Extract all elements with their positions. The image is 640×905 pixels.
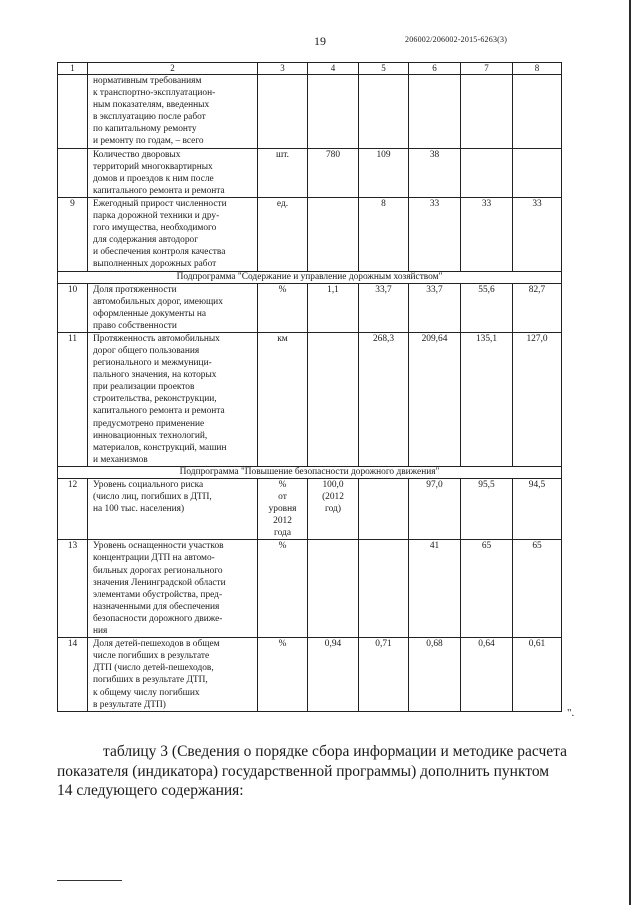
subprogram-row [58, 466, 562, 478]
row-number: 13 [58, 540, 88, 638]
table-row [58, 197, 562, 271]
column-number: 8 [513, 63, 562, 75]
value-cell [513, 148, 562, 197]
indicator-name: Доля детей-пешеходов в общем числе погибших в результате ДТП (число детей-пешеходов, погибших в результате ДТП, к общему числу погибших в результате ДТП) [88, 638, 258, 712]
column-number-row [58, 63, 562, 75]
document-code: 206002/206002-2015-6263(3) [405, 35, 508, 44]
column-number: 3 [258, 63, 308, 75]
row-number: 14 [58, 638, 88, 712]
value-cell: 100,0 (2012 год) [308, 478, 359, 539]
value-cell: 33 [513, 197, 562, 271]
value-cell [359, 478, 409, 539]
unit-cell: % от уровня 2012 года [258, 478, 308, 539]
value-cell: 1,1 [308, 283, 359, 332]
table-row [58, 638, 562, 712]
value-cell: 65 [513, 540, 562, 638]
row-number: 12 [58, 478, 88, 539]
value-cell: 33 [409, 197, 461, 271]
footnote-rule [57, 880, 122, 881]
value-cell: 0,64 [461, 638, 513, 712]
indicator-name: Протяженность автомобильных дорог общего пользования регионального и межмуници- пального значения, на которых при реализации проектов строительства, реконструкции, капитального ремонта и ремонта предусмотрено применение инновационных технологий, материалов, конструкций, машин и механизмов [88, 332, 258, 466]
unit-cell: шт. [258, 148, 308, 197]
indicator-name: нормативным требованиям к транспортно-эксплуатацион- ным показателям, введенных в эксплуатацию после работ по капитальному ремонту и ремонту по годам, – всего [88, 75, 258, 149]
value-cell [308, 332, 359, 466]
table-row [58, 283, 562, 332]
row-number: 10 [58, 283, 88, 332]
unit-cell [258, 75, 308, 149]
unit-cell: ед. [258, 197, 308, 271]
value-cell: 97,0 [409, 478, 461, 539]
indicator-name: Уровень оснащенности участков концентрации ДТП на автомо- бильных дорогах регионального значения Ленинградской области элементами обустройства, пред- назначенными для обеспечения безопасности дорожного движе- ния [88, 540, 258, 638]
value-cell: 33 [461, 197, 513, 271]
table-row [58, 75, 562, 149]
indicators-table [57, 62, 562, 712]
value-cell [461, 148, 513, 197]
value-cell: 0,71 [359, 638, 409, 712]
indicator-name: Уровень социального риска (число лиц, погибших в ДТП, на 100 тыс. населения) [88, 478, 258, 539]
value-cell: 33,7 [409, 283, 461, 332]
column-number: 4 [308, 63, 359, 75]
row-number [58, 75, 88, 149]
indicator-name: Ежегодный прирост численности парка дорожной техники и дру- гого имущества, необходимого для содержания автодорог и обеспечения контроля качества выполненных дорожных работ [88, 197, 258, 271]
value-cell: 135,1 [461, 332, 513, 466]
value-cell: 0,61 [513, 638, 562, 712]
subprogram-title: Подпрограмма "Повышение безопасности дорожного движения" [58, 466, 562, 478]
value-cell [308, 540, 359, 638]
column-number: 5 [359, 63, 409, 75]
unit-cell: % [258, 540, 308, 638]
indicator-name: Количество дворовых территорий многоквартирных домов и проездов к ним после капитального ремонта и ремонта [88, 148, 258, 197]
unit-cell: км [258, 332, 308, 466]
table-row [58, 148, 562, 197]
value-cell: 109 [359, 148, 409, 197]
value-cell [513, 75, 562, 149]
table-row [58, 332, 562, 466]
closing-quote-mark: ". [567, 707, 575, 719]
value-cell: 95,5 [461, 478, 513, 539]
value-cell: 268,3 [359, 332, 409, 466]
indicator-name: Доля протяженности автомобильных дорог, имеющих оформленные документы на право собственности [88, 283, 258, 332]
value-cell: 127,0 [513, 332, 562, 466]
column-number: 7 [461, 63, 513, 75]
value-cell [308, 75, 359, 149]
value-cell [308, 197, 359, 271]
column-number: 2 [88, 63, 258, 75]
page-number: 19 [314, 34, 326, 48]
value-cell: 82,7 [513, 283, 562, 332]
table-row [58, 540, 562, 638]
row-number: 11 [58, 332, 88, 466]
row-number: 9 [58, 197, 88, 271]
column-number: 6 [409, 63, 461, 75]
unit-cell: % [258, 638, 308, 712]
value-cell: 55,6 [461, 283, 513, 332]
table-row [58, 478, 562, 539]
value-cell: 8 [359, 197, 409, 271]
subprogram-title: Подпрограмма "Содержание и управление дорожным хозяйством" [58, 271, 562, 283]
value-cell: 65 [461, 540, 513, 638]
value-cell: 94,5 [513, 478, 562, 539]
subprogram-row [58, 271, 562, 283]
value-cell: 780 [308, 148, 359, 197]
value-cell: 41 [409, 540, 461, 638]
paragraph-text: таблицу 3 (Сведения о порядке сбора информации и методике расчета показателя (индикатора) государственной программы) дополнить пунктом 14 следующего содержания: [57, 743, 567, 799]
value-cell: 209,64 [409, 332, 461, 466]
value-cell [359, 75, 409, 149]
value-cell [359, 540, 409, 638]
value-cell: 0,68 [409, 638, 461, 712]
value-cell [461, 75, 513, 149]
value-cell [409, 75, 461, 149]
value-cell: 0,94 [308, 638, 359, 712]
value-cell: 38 [409, 148, 461, 197]
unit-cell: % [258, 283, 308, 332]
value-cell: 33,7 [359, 283, 409, 332]
row-number [58, 148, 88, 197]
scan-edge-line [629, 0, 631, 905]
body-paragraph [57, 742, 567, 801]
column-number: 1 [58, 63, 88, 75]
